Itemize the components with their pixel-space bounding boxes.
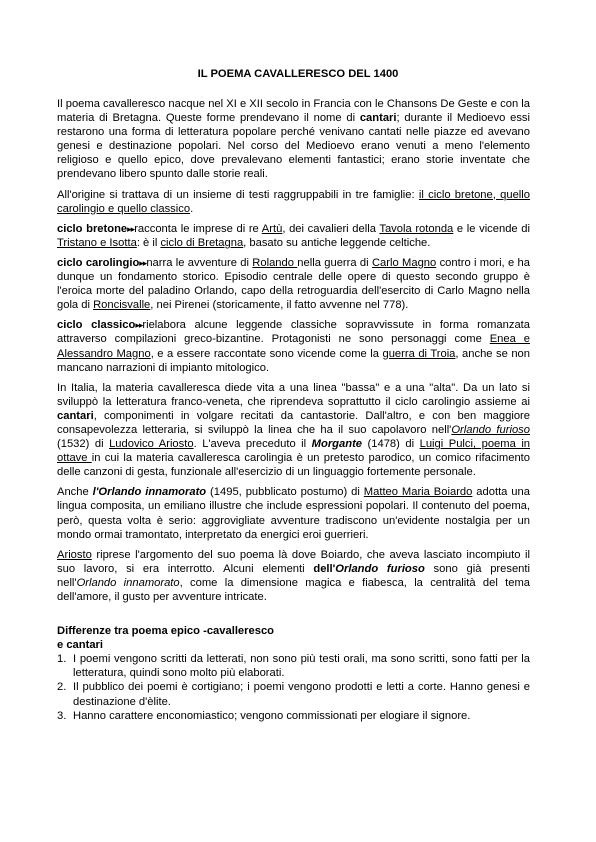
paragraph-intro: [57, 97, 530, 182]
text: , come la dimensione magica e fiabesca, la centralità del tema dell'amore, il gusto per avventure intricate.: [57, 576, 530, 603]
text: , e a essere raccontate sono vicende come la: [150, 347, 383, 360]
underlined-text: Matteo Maria Boiardo: [363, 486, 473, 499]
cycle-label: ciclo bretone: [57, 222, 128, 235]
text: in cui la materia cavalleresca carolingia è un pretesto parodico, un comico rifacimento delle canzoni di gesta, funzionale all'esercizio di un linguaggio fortemente personale.: [57, 452, 530, 479]
italic-title: Orlando innamorato: [76, 576, 180, 589]
list-item: [57, 680, 530, 708]
document-body: [57, 97, 530, 723]
text: sono già presenti nell': [57, 562, 530, 589]
bold-term: dell': [313, 562, 336, 575]
paragraph-families: [57, 188, 530, 216]
text: rielabora alcune leggende classiche sopravvissute in forma romanzata attraverso compilazioni greco-bizantine. Protagonisti ne sono personaggi come: [57, 319, 530, 346]
text: ; durante il Medioevo essi restarono una forma di letteratura popolare perché venivano cantati nelle piazze ed avevano genesi e destinazione popolari. Nel corso del Medioevo erano venuti a meno l'elemento religioso e quello epico, dove prevalevano elementi fantastici; erano storie inventate che prendevano libero spunto dalle storie reali.: [57, 112, 530, 181]
text: All'origine si trattava di un insieme di testi raggruppabili in tre famiglie:: [57, 188, 419, 201]
underlined-text: Ludovico Ariosto: [109, 438, 194, 451]
text: e le vicende di: [453, 222, 530, 235]
list-item-text: Il pubblico dei poemi è cortigiano; i poemi vengono prodotti e letti a corte. Hanno genesi e destinazione d'èlite.: [73, 681, 530, 708]
cycle-label: ciclo carolingio: [57, 256, 140, 269]
text: (1478) di: [362, 438, 420, 451]
paragraph-ciclo-classico: [57, 318, 530, 374]
double-arrow-icon: ▸▸: [139, 257, 147, 268]
text: , componimenti in volgare recitati da cantastorie. Dall'altro, e con ben maggiore consapevolezza letteraria, si sviluppò la linea che ha il suo capolavoro nell': [57, 409, 530, 436]
text: racconta le imprese di re: [134, 222, 262, 235]
underlined-text: Rolando: [252, 256, 298, 269]
paragraph-ariosto: [57, 548, 530, 604]
heading-line: e cantari: [57, 639, 104, 652]
text: narra le avventure di: [146, 256, 253, 269]
text: (1495, pubblicato postumo) di: [206, 486, 364, 499]
list-number: 1.: [57, 653, 67, 666]
cycle-label: ciclo classico: [57, 319, 136, 332]
text: : è il: [136, 236, 161, 249]
underlined-text: Carlo Magno: [371, 256, 437, 269]
bold-italic-title: l'Orlando innamorato: [92, 486, 207, 499]
underlined-text: Tavola rotonda: [379, 222, 454, 235]
underlined-text: Roncisvalle: [93, 299, 151, 312]
text: Il poema cavalleresco nacque nel XI e XII secolo in Francia con le Chansons De Geste e con la materia di Bretagna. Queste forme prendevano il nome di: [57, 98, 530, 125]
text: nella guerra di: [297, 256, 372, 269]
text: (1532) di: [57, 438, 110, 451]
list-number: 2.: [57, 681, 67, 694]
text: .: [190, 202, 194, 215]
underlined-text: Artù: [261, 222, 283, 235]
underlined-text: il ciclo bretone, quello carolingio e quello classico: [57, 188, 530, 215]
text: , dei cavalieri della: [282, 222, 380, 235]
underlined-text: Enea e Alessandro Magno: [57, 333, 530, 360]
differences-heading: [57, 624, 530, 652]
paragraph-ciclo-bretone: [57, 222, 530, 250]
list-item-text: I poemi vengono scritti da letterati, non sono più testi orali, ma sono scritti, sono fatti per la letteratura, quindi sono molto più elaborati.: [73, 653, 530, 680]
double-arrow-icon: ▸▸: [135, 320, 143, 331]
heading-line: Differenze tra poema epico -cavalleresco: [57, 625, 275, 638]
list-item-text: Hanno carattere enconomiastico; vengono commissionati per elogiare il signore.: [73, 709, 471, 722]
text: In Italia, la materia cavalleresca diede vita a una linea "bassa" e a una "alta". Da un lato si sviluppò la letteratura franco-veneta, che riprendeva soprattutto il ciclo carolingio assieme ai: [57, 381, 530, 408]
underlined-text: Tristano e Isotta: [57, 236, 137, 249]
bold-term: cantari: [359, 112, 397, 125]
text: , nei Pirenei (storicamente, il fatto avvenne nel 778).: [150, 299, 409, 312]
paragraph-boiardo: [57, 485, 530, 541]
underlined-italic-title: Orlando furioso: [451, 423, 530, 436]
bold-italic-title: Orlando furioso: [335, 562, 425, 575]
text: . L'aveva preceduto il: [193, 438, 312, 451]
list-item: [57, 709, 530, 723]
list-item: [57, 652, 530, 680]
underlined-text: ciclo di Bretagna: [160, 236, 244, 249]
text: riprese l'argomento del suo poema là dove Boiardo, che aveva lasciato incompiuto il suo lavoro, si era interrotto. Alcuni elementi: [57, 548, 530, 575]
double-arrow-icon: ▸▸: [127, 223, 135, 234]
underlined-text: guerra di Troia: [382, 347, 456, 360]
text: adotta una lingua composita, un emiliano illustre che include espressioni popolari. Il contenuto del poema, però, questa volta è serio: aggrovigliate avventure tradiscono un'evidente nostalgia per un mondo ormai tramontato, interpretato da energici eroi guerrieri.: [57, 486, 530, 541]
underlined-text: Luigi Pulci, poema in ottave: [57, 438, 531, 465]
differences-list: [57, 652, 530, 722]
bold-term: cantari: [57, 409, 94, 422]
bold-italic-title: Morgante: [311, 438, 363, 451]
text: Anche: [57, 486, 93, 499]
document-title: IL POEMA CAVALLERESCO DEL 1400: [197, 68, 399, 80]
text: , anche se non mancano narrazioni di impianto mitologico.: [57, 347, 531, 374]
underlined-text: Ariosto: [57, 548, 92, 561]
paragraph-italia: [57, 381, 530, 480]
text: , basato su antiche leggende celtiche.: [243, 236, 431, 249]
list-number: 3.: [57, 709, 67, 722]
text: contro i mori, e ha dunque un fondamento storico. Episodio centrale delle opere di questo secondo gruppo è l'eroica morte del paladino Orlando, capo della retroguardia dell'esercito di Carlo Magno nella gola di: [57, 256, 530, 312]
paragraph-ciclo-carolingio: [57, 256, 530, 312]
